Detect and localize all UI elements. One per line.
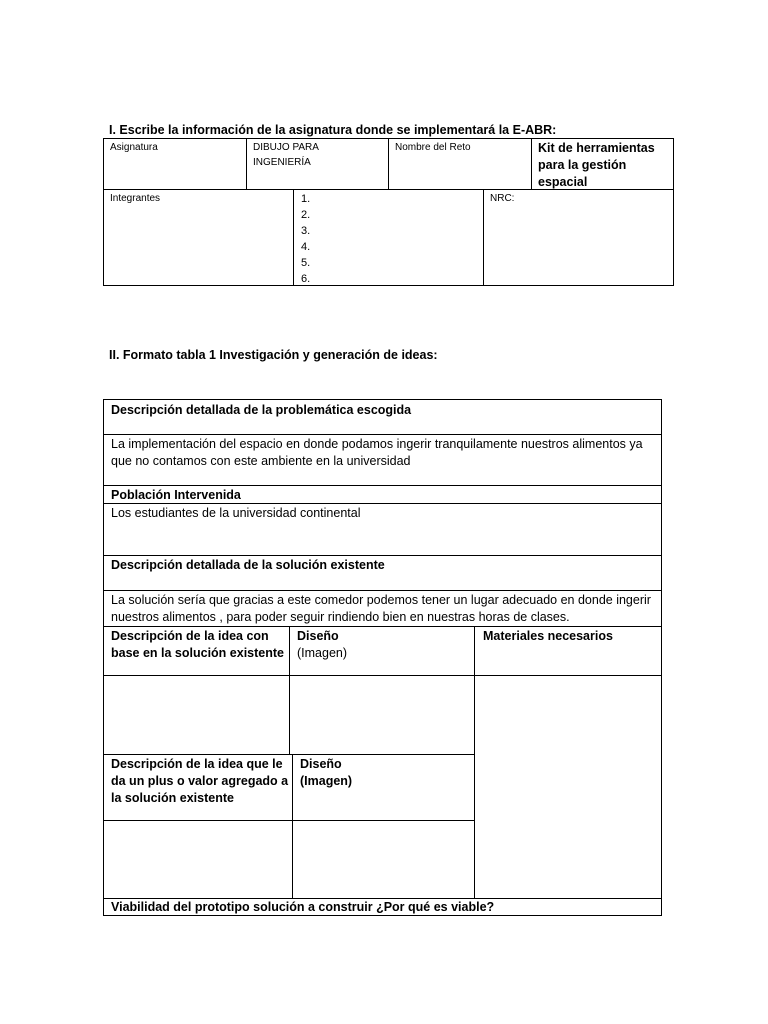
- asignatura-value-cell: [246, 138, 389, 190]
- problematica-value: La implementación del espacio en donde podamos ingerir tranquilamente nuestros alimentos ya que no contamos con este ambiente en la universidad: [111, 437, 643, 468]
- integrante-item: 3.: [301, 225, 311, 237]
- solucion-label: Descripción detallada de la solución existente: [111, 558, 385, 572]
- integrante-item: 4.: [301, 241, 311, 253]
- poblacion-label: Población Intervenida: [111, 488, 241, 502]
- asignatura-label: Asignatura: [110, 142, 158, 153]
- diseno2-label: Diseño: [300, 757, 342, 771]
- reto-value-cell: [531, 138, 674, 190]
- diseno1-label-cell: [289, 626, 475, 676]
- section1-heading: I. Escribe la información de la asignatura donde se implementará la E-ABR:: [109, 123, 557, 137]
- integrante-item: 5.: [301, 257, 311, 269]
- section2-heading: II. Formato tabla 1 Investigación y generación de ideas:: [109, 348, 438, 362]
- idea-base-value-cell: [103, 675, 290, 755]
- diseno2-image-cell: [292, 820, 475, 899]
- solucion-label-cell: [103, 555, 662, 591]
- idea-base-label-cell: [103, 626, 290, 676]
- integrantes-list-cell: [293, 189, 484, 286]
- viabilidad-label-cell: [103, 898, 662, 916]
- nrc-cell: [483, 189, 674, 286]
- poblacion-value: Los estudiantes de la universidad continental: [111, 506, 361, 520]
- diseno2-label-cell: [292, 754, 475, 821]
- viabilidad-label: Viabilidad del prototipo solución a construir ¿Por qué es viable?: [111, 900, 495, 914]
- reto-label: Nombre del Reto: [395, 142, 471, 153]
- problematica-value-cell: [103, 434, 662, 486]
- solucion-value-cell: [103, 590, 662, 627]
- integrante-item: 1.: [301, 193, 311, 205]
- integrantes-label-cell: [103, 189, 294, 286]
- poblacion-value-cell: [103, 503, 662, 556]
- diseno1-sub: (Imagen): [297, 646, 348, 660]
- problematica-label-cell: [103, 399, 662, 435]
- idea-plus-value-cell: [103, 820, 293, 899]
- idea-plus-label: Descripción de la idea que le da un plus o valor agregado a la solución existente: [111, 757, 289, 805]
- diseno1-image-cell: [289, 675, 475, 755]
- integrante-item: 2.: [301, 209, 311, 221]
- materiales-label-cell: [474, 626, 662, 676]
- idea-base-label: Descripción de la idea con base en la solución existente: [111, 629, 284, 660]
- diseno2-sub: (Imagen): [300, 774, 353, 788]
- materiales-value-cell: [474, 675, 662, 899]
- materiales-label: Materiales necesarios: [483, 629, 613, 643]
- integrantes-list: [301, 191, 310, 287]
- problematica-label: Descripción detallada de la problemática escogida: [111, 403, 412, 417]
- diseno1-label: Diseño: [297, 629, 339, 643]
- reto-label-cell: [388, 138, 532, 190]
- solucion-value: La solución sería que gracias a este comedor podemos tener un lugar adecuado en donde ingerir nuestros alimentos , para poder seguir rindiendo bien en nuestras horas de clases.: [111, 593, 651, 624]
- asignatura-value: DIBUJO PARA INGENIERÍA: [253, 142, 319, 168]
- reto-value: Kit de herramientas para la gestión espacial: [538, 141, 655, 189]
- asignatura-label-cell: [103, 138, 247, 190]
- nrc-label: NRC:: [490, 193, 515, 204]
- integrante-item: 6.: [301, 273, 311, 285]
- integrantes-label: Integrantes: [110, 193, 161, 204]
- idea-plus-label-cell: [103, 754, 293, 821]
- poblacion-label-cell: [103, 485, 662, 504]
